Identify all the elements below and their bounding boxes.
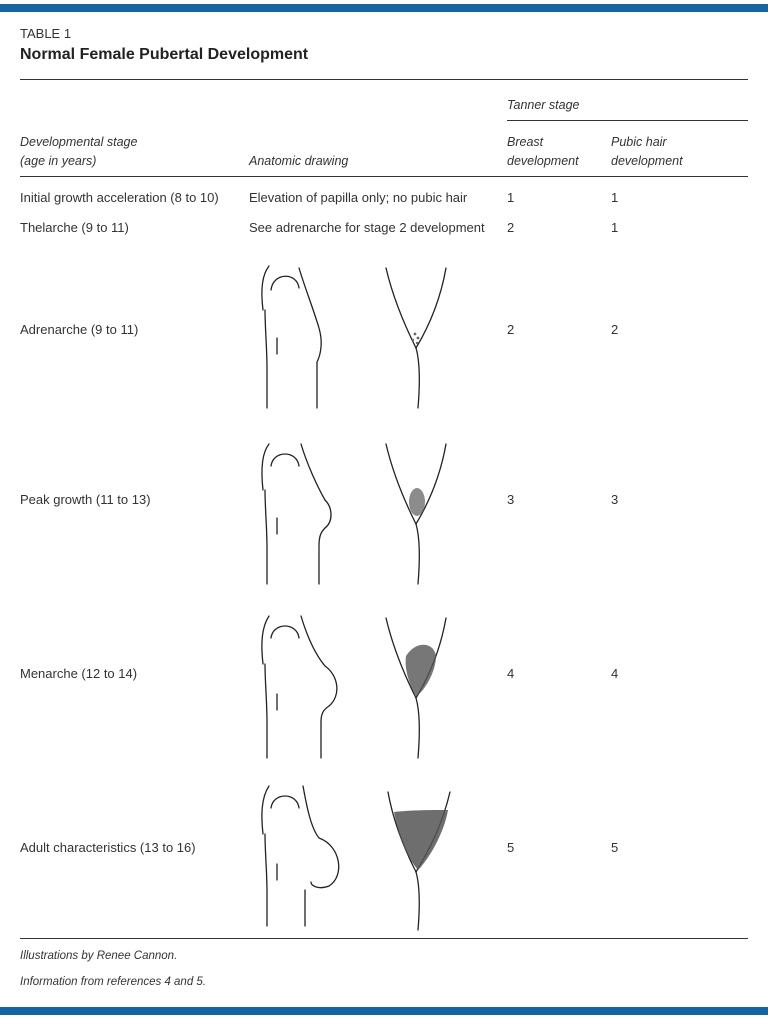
- pubic-stage-4-drawing: [380, 612, 460, 760]
- table-bottom-rule: [20, 938, 748, 939]
- row-5-stage: Menarche (12 to 14): [20, 666, 138, 681]
- header-dev-stage-line2: (age in years): [20, 154, 97, 168]
- row-2-breast: 2: [507, 220, 515, 235]
- header-dev-stage-line1: Developmental stage: [20, 135, 138, 149]
- header-developmental-stage: [20, 133, 137, 171]
- row-4-pubic: 3: [611, 492, 619, 507]
- pubic-stage-2-drawing: [380, 262, 460, 410]
- row-1-breast: 1: [507, 190, 515, 205]
- row-2-pubic: 1: [611, 220, 619, 235]
- table-title: Normal Female Pubertal Development: [20, 46, 309, 63]
- header-pubic-line2: development: [611, 154, 683, 168]
- row-4-stage: Peak growth (11 to 13): [20, 492, 151, 507]
- header-rule: [20, 176, 748, 177]
- table-label: TABLE 1: [20, 26, 72, 41]
- pubic-stage-5-drawing: [380, 786, 460, 932]
- row-6-stage: Adult characteristics (13 to 16): [20, 840, 196, 855]
- row-3-breast: 2: [507, 322, 515, 337]
- header-breast-development: [507, 133, 579, 171]
- breast-stage-3-drawing: [255, 436, 345, 586]
- row-1-pubic: 1: [611, 190, 619, 205]
- breast-stage-4-drawing: [255, 610, 350, 760]
- tanner-rule: [507, 120, 748, 121]
- footer-illustrations: Illustrations by Renee Cannon.: [20, 950, 178, 962]
- row-6-breast: 5: [507, 840, 515, 855]
- footer-information: Information from references 4 and 5.: [20, 976, 207, 988]
- header-tanner-stage: Tanner stage: [507, 98, 580, 112]
- row-3-stage: Adrenarche (9 to 11): [20, 322, 139, 337]
- header-breast-line2: development: [507, 154, 579, 168]
- breast-stage-5-drawing: [255, 780, 355, 930]
- header-pubic-hair-development: [611, 133, 683, 171]
- pubic-stage-3-drawing: [380, 438, 460, 586]
- header-anatomic-drawing: Anatomic drawing: [249, 154, 349, 168]
- row-4-breast: 3: [507, 492, 515, 507]
- header-pubic-line1: Pubic hair: [611, 135, 667, 149]
- row-1-anatomic-text: Elevation of papilla only; no pubic hair: [249, 190, 468, 205]
- breast-stage-2-drawing: [255, 258, 335, 410]
- row-6-pubic: 5: [611, 840, 619, 855]
- row-5-pubic: 4: [611, 666, 619, 681]
- row-3-pubic: 2: [611, 322, 619, 337]
- header-breast-line1: Breast: [507, 135, 544, 149]
- title-rule: [20, 79, 748, 80]
- row-1-stage: Initial growth acceleration (8 to 10): [20, 190, 219, 205]
- top-accent-bar: [0, 4, 768, 12]
- row-2-stage: Thelarche (9 to 11): [20, 220, 129, 235]
- bottom-accent-bar: [0, 1007, 768, 1015]
- row-5-breast: 4: [507, 666, 515, 681]
- row-2-anatomic-text: See adrenarche for stage 2 development: [249, 220, 485, 235]
